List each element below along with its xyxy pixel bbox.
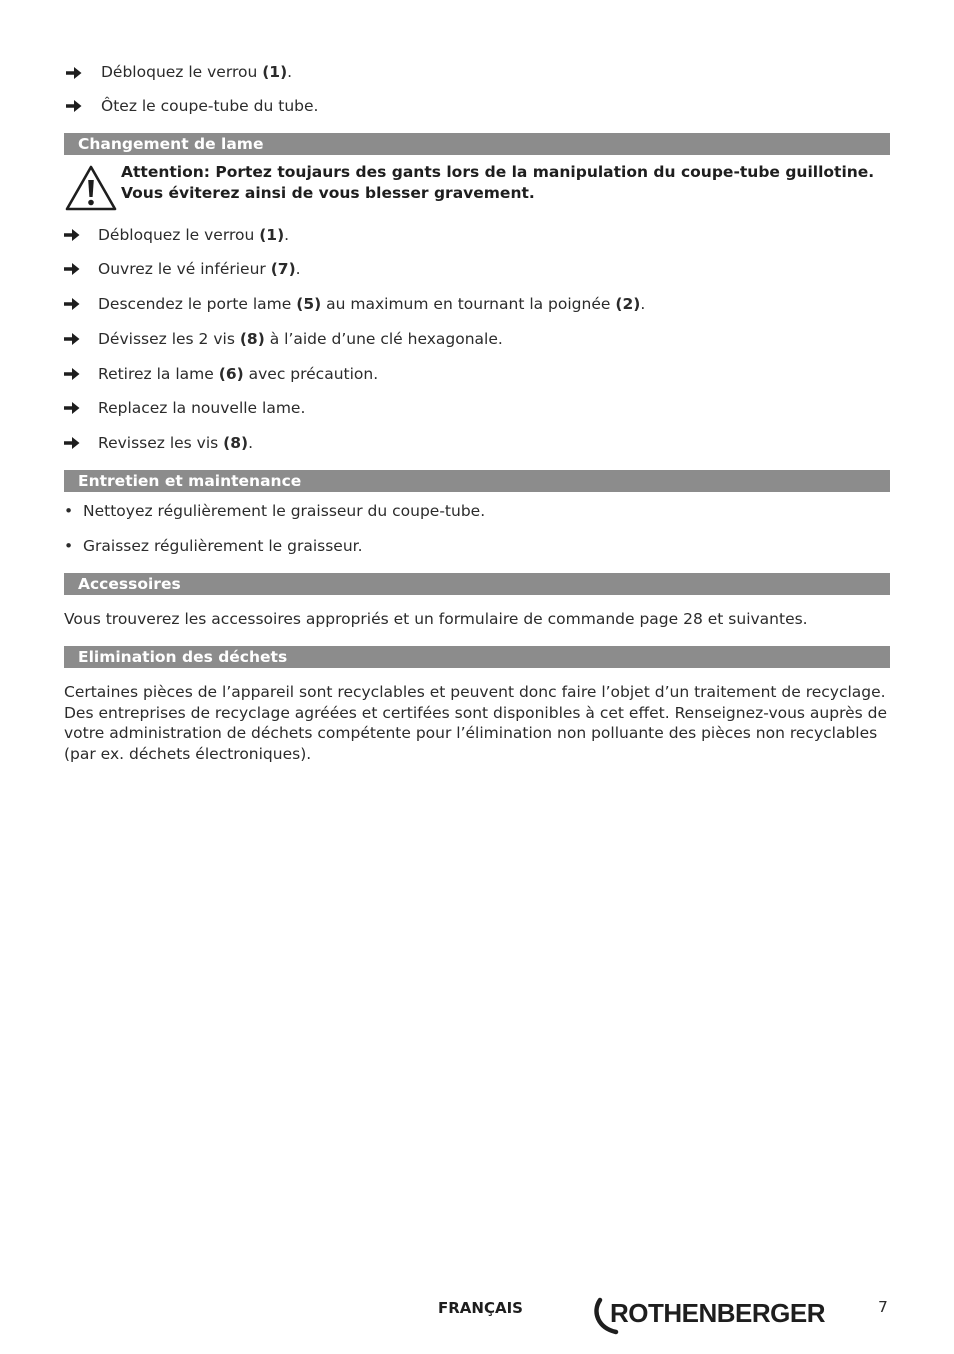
accessories-text: Vous trouverez les accessoires appropriés et un formulaire de commande page 28 et suivantes. xyxy=(64,610,808,628)
section-header-maintenance xyxy=(64,470,890,492)
blade-step-1-text: Débloquez le verrou xyxy=(98,226,260,244)
blade-step-5-end: avec précaution. xyxy=(243,365,379,383)
blade-step-1-ref: (1) xyxy=(259,226,285,244)
section-title-accessories: Accessoires xyxy=(78,575,181,593)
step-arrow-icon xyxy=(64,401,80,415)
blade-step-4-ref: (8) xyxy=(239,330,265,348)
blade-step-5-text: Retirez la lame xyxy=(98,365,219,383)
blade-step-4-end: à l’aide d’une clé hexagonale. xyxy=(264,330,503,348)
blade-step-3-mid: au maximum en tournant la poignée xyxy=(321,295,616,313)
maintenance-item xyxy=(64,536,363,556)
warning-line-1: Attention: Portez toujaurs des gants lors de la manipulation du coupe-tube guillotine. xyxy=(121,163,875,181)
blade-step-6 xyxy=(98,398,305,418)
top-step-1 xyxy=(101,62,292,82)
step-arrow-icon xyxy=(64,262,80,276)
maintenance-item-text: Nettoyez régulièrement le graisseur du coupe-tube. xyxy=(83,502,486,520)
section-title-blade: Changement de lame xyxy=(78,135,264,153)
blade-step-2-end: . xyxy=(295,260,301,278)
page-number: 7 xyxy=(878,1298,888,1316)
disposal-line: Certaines pièces de l’appareil sont recyclables et peuvent donc faire l’objet d’un traitement de recyclage. xyxy=(64,683,886,701)
disposal-line: Des entreprises de recyclage agréées et certifées sont disponibles à cet effet. Renseignez-vous auprès de xyxy=(64,703,888,722)
blade-step-1 xyxy=(98,225,289,245)
top-step-1-ref: (1) xyxy=(262,63,288,81)
blade-step-6-text: Replacez la nouvelle lame. xyxy=(98,399,306,417)
top-step-1-text: Débloquez le verrou xyxy=(101,63,263,81)
disposal-paragraph xyxy=(64,682,890,764)
section-header-accessories xyxy=(64,573,890,595)
step-arrow-icon xyxy=(64,228,80,242)
step-arrow-icon xyxy=(64,436,80,450)
step-arrow-icon xyxy=(66,66,82,80)
section-header-disposal xyxy=(64,646,890,668)
section-title-maintenance: Entretien et maintenance xyxy=(78,472,302,490)
rothenberger-logo xyxy=(594,1294,840,1336)
blade-step-2 xyxy=(98,259,301,279)
blade-step-3 xyxy=(98,294,645,314)
blade-step-5 xyxy=(98,364,378,384)
warning-line-2: Vous éviterez ainsi de vous blesser gravement. xyxy=(121,184,535,202)
disposal-line: votre administration de déchets compétente pour l’élimination non polluante des pièces non recyclables xyxy=(64,724,878,742)
warning-text xyxy=(121,162,874,204)
maintenance-item-text: Graissez régulièrement le graisseur. xyxy=(83,537,363,555)
blade-step-4-text: Dévissez les 2 vis xyxy=(98,330,240,348)
blade-step-7 xyxy=(98,433,253,453)
blade-step-3-ref: (5) xyxy=(296,295,322,313)
blade-step-3-ref-2: (2) xyxy=(615,295,641,313)
bullet-icon: • xyxy=(64,502,83,520)
blade-step-4 xyxy=(98,329,503,349)
step-arrow-icon xyxy=(64,367,80,381)
step-arrow-icon xyxy=(64,332,80,346)
blade-step-5-ref: (6) xyxy=(218,365,244,383)
blade-step-2-ref: (7) xyxy=(270,260,296,278)
disposal-line: (par ex. déchets électroniques). xyxy=(64,744,312,763)
accessories-paragraph xyxy=(64,609,890,630)
blade-step-7-text: Revissez les vis xyxy=(98,434,224,452)
blade-step-1-end: . xyxy=(284,226,290,244)
step-arrow-icon xyxy=(66,99,82,113)
footer-language: FRANÇAIS xyxy=(438,1299,523,1317)
blade-step-3-end: . xyxy=(640,295,646,313)
section-title-disposal: Elimination des déchets xyxy=(78,648,288,666)
blade-step-3-text: Descendez le porte lame xyxy=(98,295,297,313)
step-arrow-icon xyxy=(64,297,80,311)
blade-step-2-text: Ouvrez le vé inférieur xyxy=(98,260,271,278)
svg-text:ROTHENBERGER: ROTHENBERGER xyxy=(610,1298,826,1328)
bullet-icon: • xyxy=(64,537,83,555)
blade-step-7-ref: (8) xyxy=(223,434,249,452)
top-step-1-end: . xyxy=(287,63,293,81)
section-header-blade xyxy=(64,133,890,155)
blade-step-7-end: . xyxy=(248,434,254,452)
top-step-2 xyxy=(101,96,318,116)
top-step-2-text: Ôtez le coupe-tube du tube. xyxy=(101,97,319,115)
maintenance-item xyxy=(64,501,485,521)
warning-triangle-icon xyxy=(64,164,118,212)
